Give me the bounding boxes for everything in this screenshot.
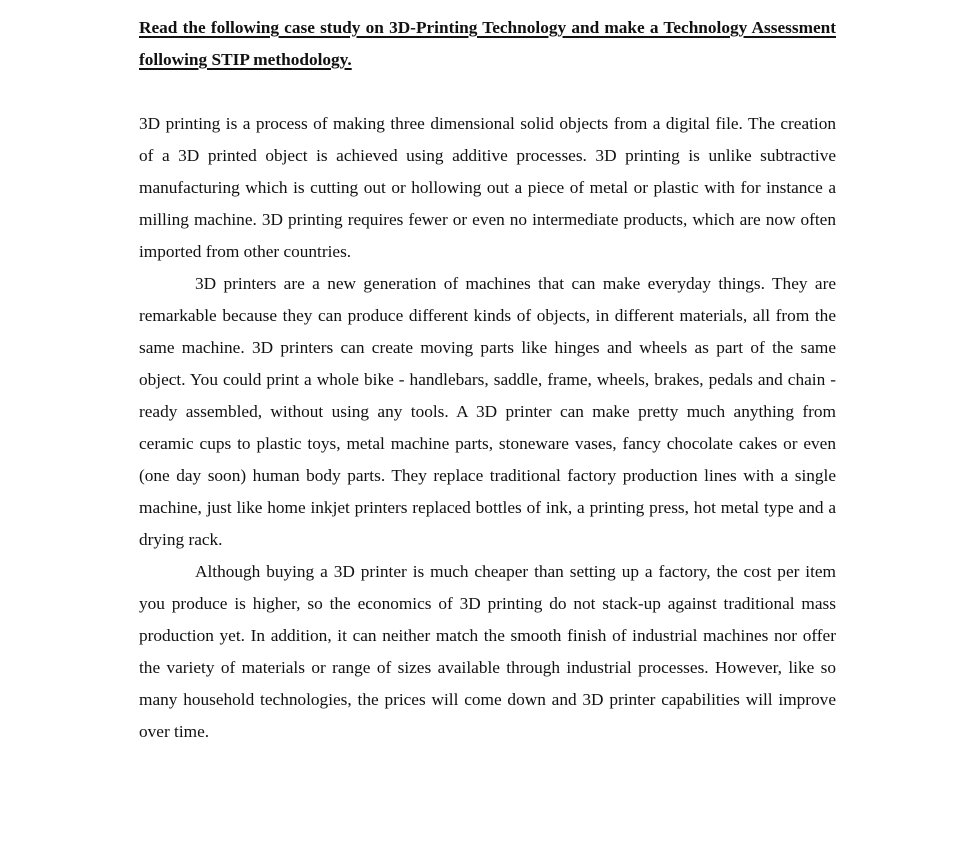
case-study-body bbox=[139, 108, 836, 748]
paragraph-intro: 3D printing is a process of making three dimensional solid objects from a digital file. The creation of a 3D printed object is achieved using additive processes. 3D printing is unlike subtractive manufacturing which is cutting out or hollowing out a piece of metal or plastic with for instance a milling machine. 3D printing requires fewer or even no intermediate products, which are now often imported from other countries. bbox=[139, 114, 836, 261]
paragraph-economics: Although buying a 3D printer is much cheaper than setting up a factory, the cost per item you produce is higher, so the economics of 3D printing do not stack-up against traditional mass production yet. In addition, it can neither match the smooth finish of industrial machines nor offer the variety of materials or range of sizes available through industrial processes. However, like so many household technologies, the prices will come down and 3D printer capabilities will improve over time. bbox=[139, 562, 836, 741]
document-page bbox=[139, 12, 836, 748]
paragraph-capabilities: 3D printers are a new generation of machines that can make everyday things. They are remarkable because they can produce different kinds of objects, in different materials, all from the same machine. 3D printers can create moving parts like hinges and wheels as part of the same object. You could print a whole bike - handlebars, saddle, frame, wheels, brakes, pedals and chain - ready assembled, without using any tools. A 3D printer can make pretty much anything from ceramic cups to plastic toys, metal machine parts, stoneware vases, fancy chocolate cakes or even (one day soon) human body parts. They replace traditional factory production lines with a single machine, just like home inkjet printers replaced bottles of ink, a printing press, hot metal type and a drying rack. bbox=[139, 274, 836, 549]
assignment-heading: Read the following case study on 3D-Printing Technology and make a Technology Assessment following STIP methodology. bbox=[139, 18, 836, 69]
